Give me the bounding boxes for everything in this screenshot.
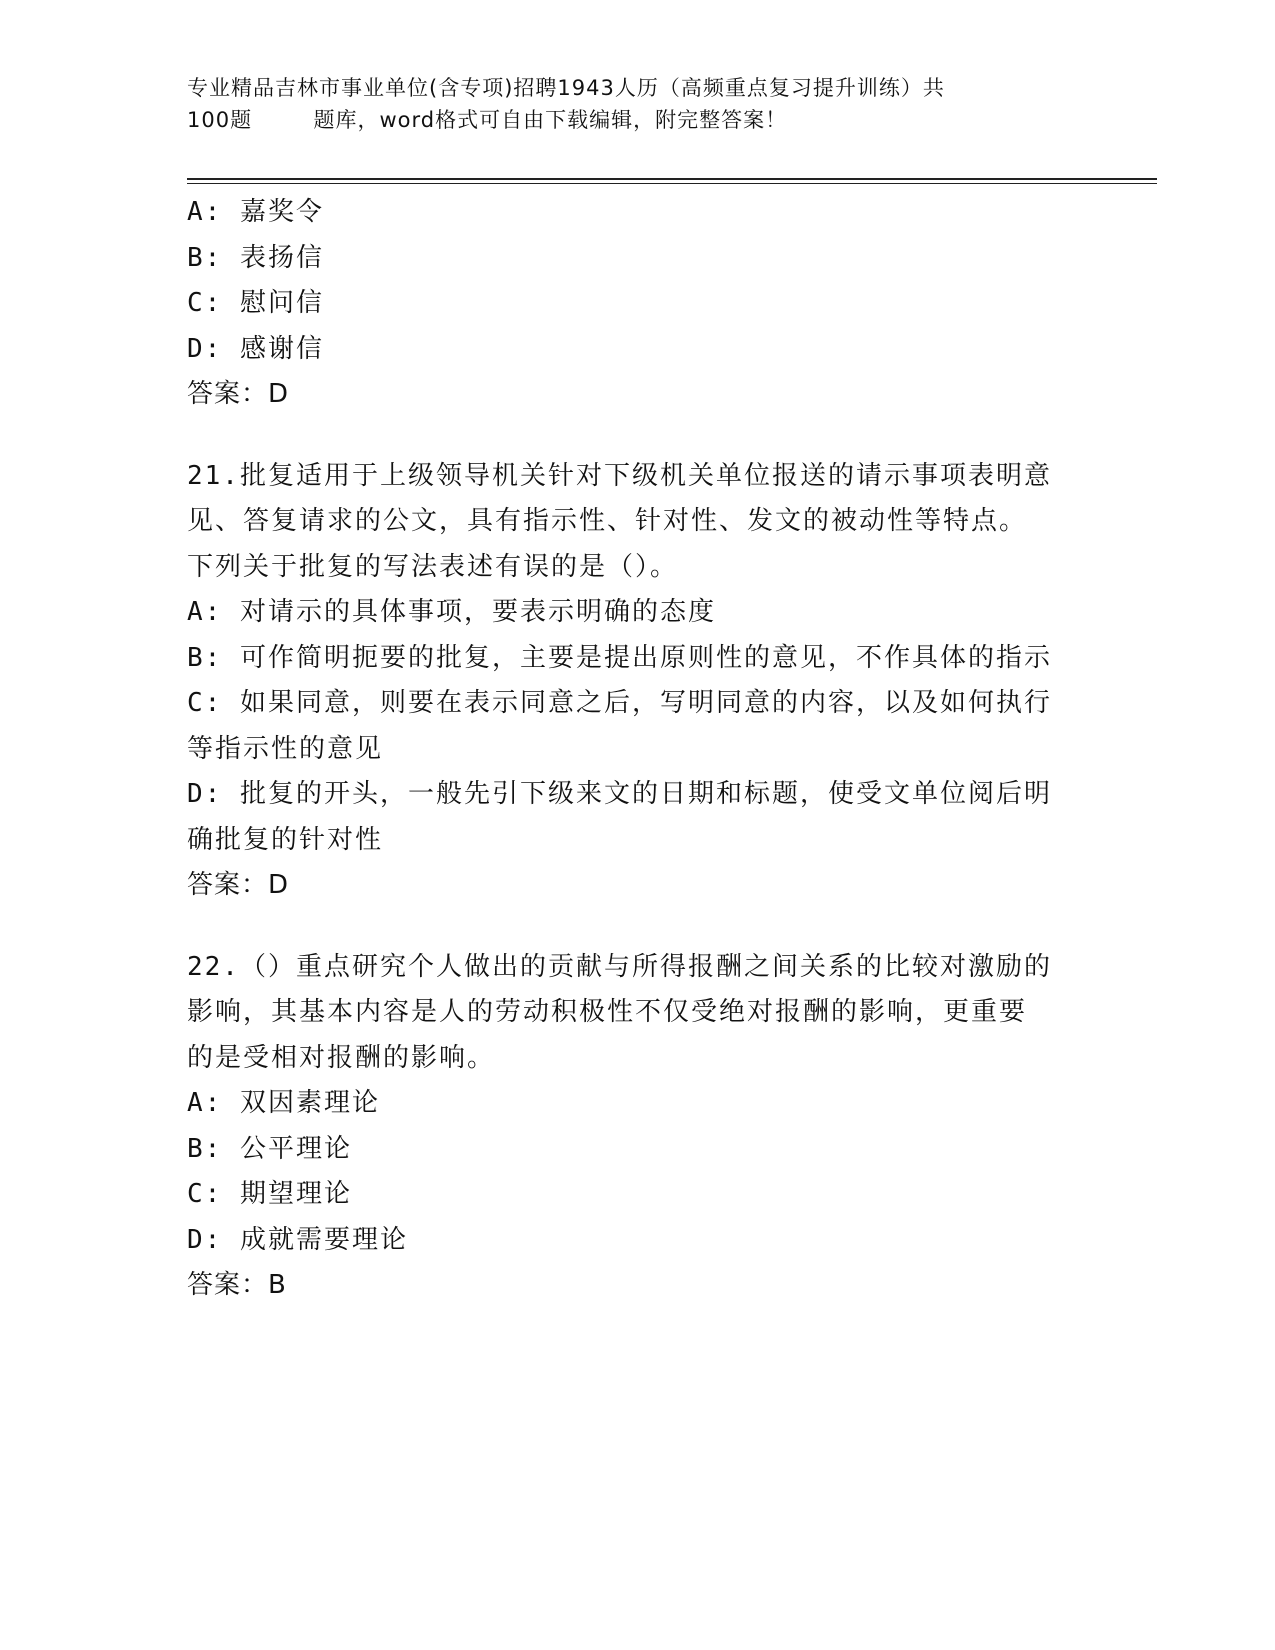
option-d: D: 感谢信 bbox=[187, 333, 324, 364]
question-block-22 bbox=[187, 945, 1087, 1309]
header-divider-thick bbox=[187, 178, 1157, 180]
option-c-continued: 等指示性的意见 bbox=[187, 733, 384, 764]
document-body bbox=[187, 190, 1087, 1309]
question-block-20 bbox=[187, 190, 1087, 418]
option-b: B: 表扬信 bbox=[187, 242, 324, 273]
question-stem-line: 的是受相对报酬的影响。 bbox=[187, 1042, 496, 1073]
answer-line: 答案：B bbox=[187, 1270, 287, 1300]
option-d: D: 批复的开头，一般先引下级来文的日期和标题，使受文单位阅后明 bbox=[187, 779, 1052, 809]
option-d: D: 成就需要理论 bbox=[187, 1224, 408, 1255]
header-divider-thin bbox=[187, 183, 1157, 184]
option-b: B: 可作简明扼要的批复，主要是提出原则性的意见，不作具体的指示 bbox=[187, 642, 1052, 673]
option-a: A: 双因素理论 bbox=[187, 1088, 380, 1118]
question-stem-line: 影响，其基本内容是人的劳动积极性不仅受绝对报酬的影响，更重要 bbox=[187, 997, 1028, 1027]
option-c: C: 慰问信 bbox=[187, 288, 324, 318]
question-stem-line: 见、答复请求的公文，具有指示性、针对性、发文的被动性等特点。 bbox=[187, 506, 1028, 536]
header-line-1: 专业精品吉林市事业单位(含专项)招聘1943人历（高频重点复习提升训练）共 bbox=[187, 76, 945, 100]
option-a: A: 嘉奖令 bbox=[187, 197, 324, 227]
option-d-continued: 确批复的针对性 bbox=[187, 824, 384, 855]
question-block-21 bbox=[187, 454, 1087, 909]
option-c: C: 如果同意，则要在表示同意之后，写明同意的内容，以及如何执行 bbox=[187, 688, 1052, 718]
answer-line: 答案：D bbox=[187, 379, 290, 409]
question-stem-line: 22.（）重点研究个人做出的贡献与所得报酬之间关系的比较对激励的 bbox=[187, 951, 1052, 982]
answer-line: 答案：D bbox=[187, 870, 290, 900]
question-stem-line: 21.批复适用于上级领导机关针对下级机关单位报送的请示事项表明意 bbox=[187, 460, 1052, 491]
option-c: C: 期望理论 bbox=[187, 1179, 352, 1209]
header-line-2: 100题 题库，word格式可自由下载编辑，附完整答案！ bbox=[187, 108, 788, 132]
option-b: B: 公平理论 bbox=[187, 1133, 352, 1164]
option-a: A: 对请示的具体事项，要表示明确的态度 bbox=[187, 597, 716, 627]
document-header bbox=[187, 72, 1087, 136]
question-stem-line: 下列关于批复的写法表述有误的是（）。 bbox=[187, 551, 679, 582]
